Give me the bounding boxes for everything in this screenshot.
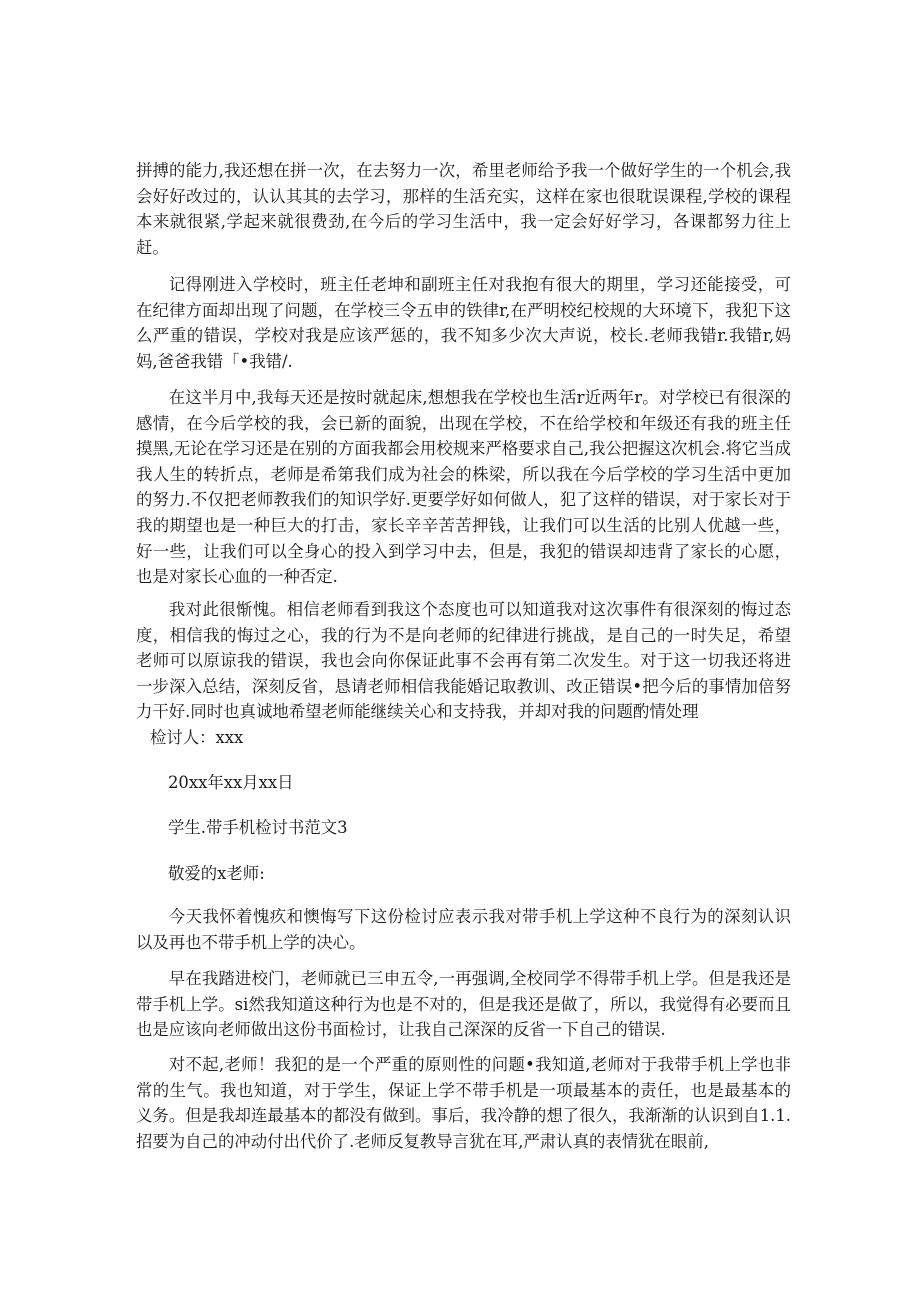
salutation-line: 敬爱的x老师:: [168, 864, 265, 883]
paragraph-5: 今天我怀着愧疚和懊悔写下这份检讨应表示我对带手机上学这种不良行为的深刻认识以及再也不带手机上学的决心。: [136, 907, 791, 952]
paragraph-3: 在这半月中,我每天还是按时就起床,想想我在学校也生活r近两年r。对学校已有很深的感情，在今后学校的我，会已新的面貌，出现在学校，不在给学校和年级还有我的班主任摸黑,无论在学习还是在别的方面我都会用校规来严格要求自己,我公把握这次机会.将它当成我人生的转折点，老师是希第我们成为社会的株梁，所以我在今后学校的学习生活中更加的努力.不仅把老师教我们的知识学好.更要学好如何做人，犯了这样的错误，对于家长对于我的期望也是一种巨大的打击，家长辛辛苦苦押钱，让我们可以生活的比别人优越一些，好一些，让我们可以全身心的投入到学习中去，但是，我犯的错误却违背了家长的心愿，也是对家长心血的一种否定.: [136, 388, 791, 587]
paragraph-7: 对不起,老师！我犯的是一个严重的原则性的问题•我知道,老师对于我带手机上学也非常的生气。我也知道，对于学生，保证上学不带手机是一项最基本的责任，也是最基本的义务。但是我却连最基本的都没有做到。事后，我冷静的想了很久，我渐渐的认识到自1.1.招要为自己的冲动付出代价了.老师反复教导言犹在耳,严肃认真的表情犹在眼前,: [136, 1055, 791, 1151]
paragraph-1: 拼搏的能力,我还想在拼一次，在去努力一次，希里老师给予我一个做好学生的一个机会,我会好好改过的，认认其其的去学习，那样的生活充实，这样在家也很耽误课程,学校的课程本来就很紧,学起来就很费劲,在今后的学习生活中，我一定会好好学习，各课都努力往上赶。: [136, 161, 791, 257]
paragraph-4: 我对此很惭愧。相信老师看到我这个态度也可以知道我对这次事件有很深刻的悔过态度，相信我的悔过之心，我的行为不是向老师的纪律进行挑战，是自己的一时失足，希望老师可以原谅我的错误，我也会向你保证此事不会再有第二次发生。对于这一切我还将进一步深入总结，深刻反省，恳请老师相信我能婚记取教训、改正错误•把今后的事情加倍努力干好.同时也真诚地希望老师能继续关心和支持我，并却对我的问题酌情处理: [136, 600, 791, 722]
signature-line: 检讨人：xxx: [150, 728, 244, 747]
paragraph-6: 早在我踏进校门，老师就已三申五令,一再强调,全校同学不得带手机上学。但是我还是带手机上学。si然我知道这种行为也是不对的，但是我还是做了，所以，我觉得有必要而且也是应该向老师做出这份书面检讨，让我自己深深的反省一下自己的错误.: [136, 969, 791, 1040]
section-title: 学生.带手机检讨书范文3: [168, 818, 348, 837]
paragraph-2: 记得刚进入学校时，班主任老坤和副班主任对我抱有很大的期里，学习还能接受，可在纪律方面却出现了问题，在学校三令五申的铁律r,在严明校纪校规的大环境下，我犯下这么严重的错误，学校对我是应该严惩的，我不知多少次大声说，校长.老师我错r.我错r,妈妈,爸爸我错「•我错/.: [136, 275, 791, 371]
date-line: 20xx年xx月xx日: [168, 773, 294, 792]
